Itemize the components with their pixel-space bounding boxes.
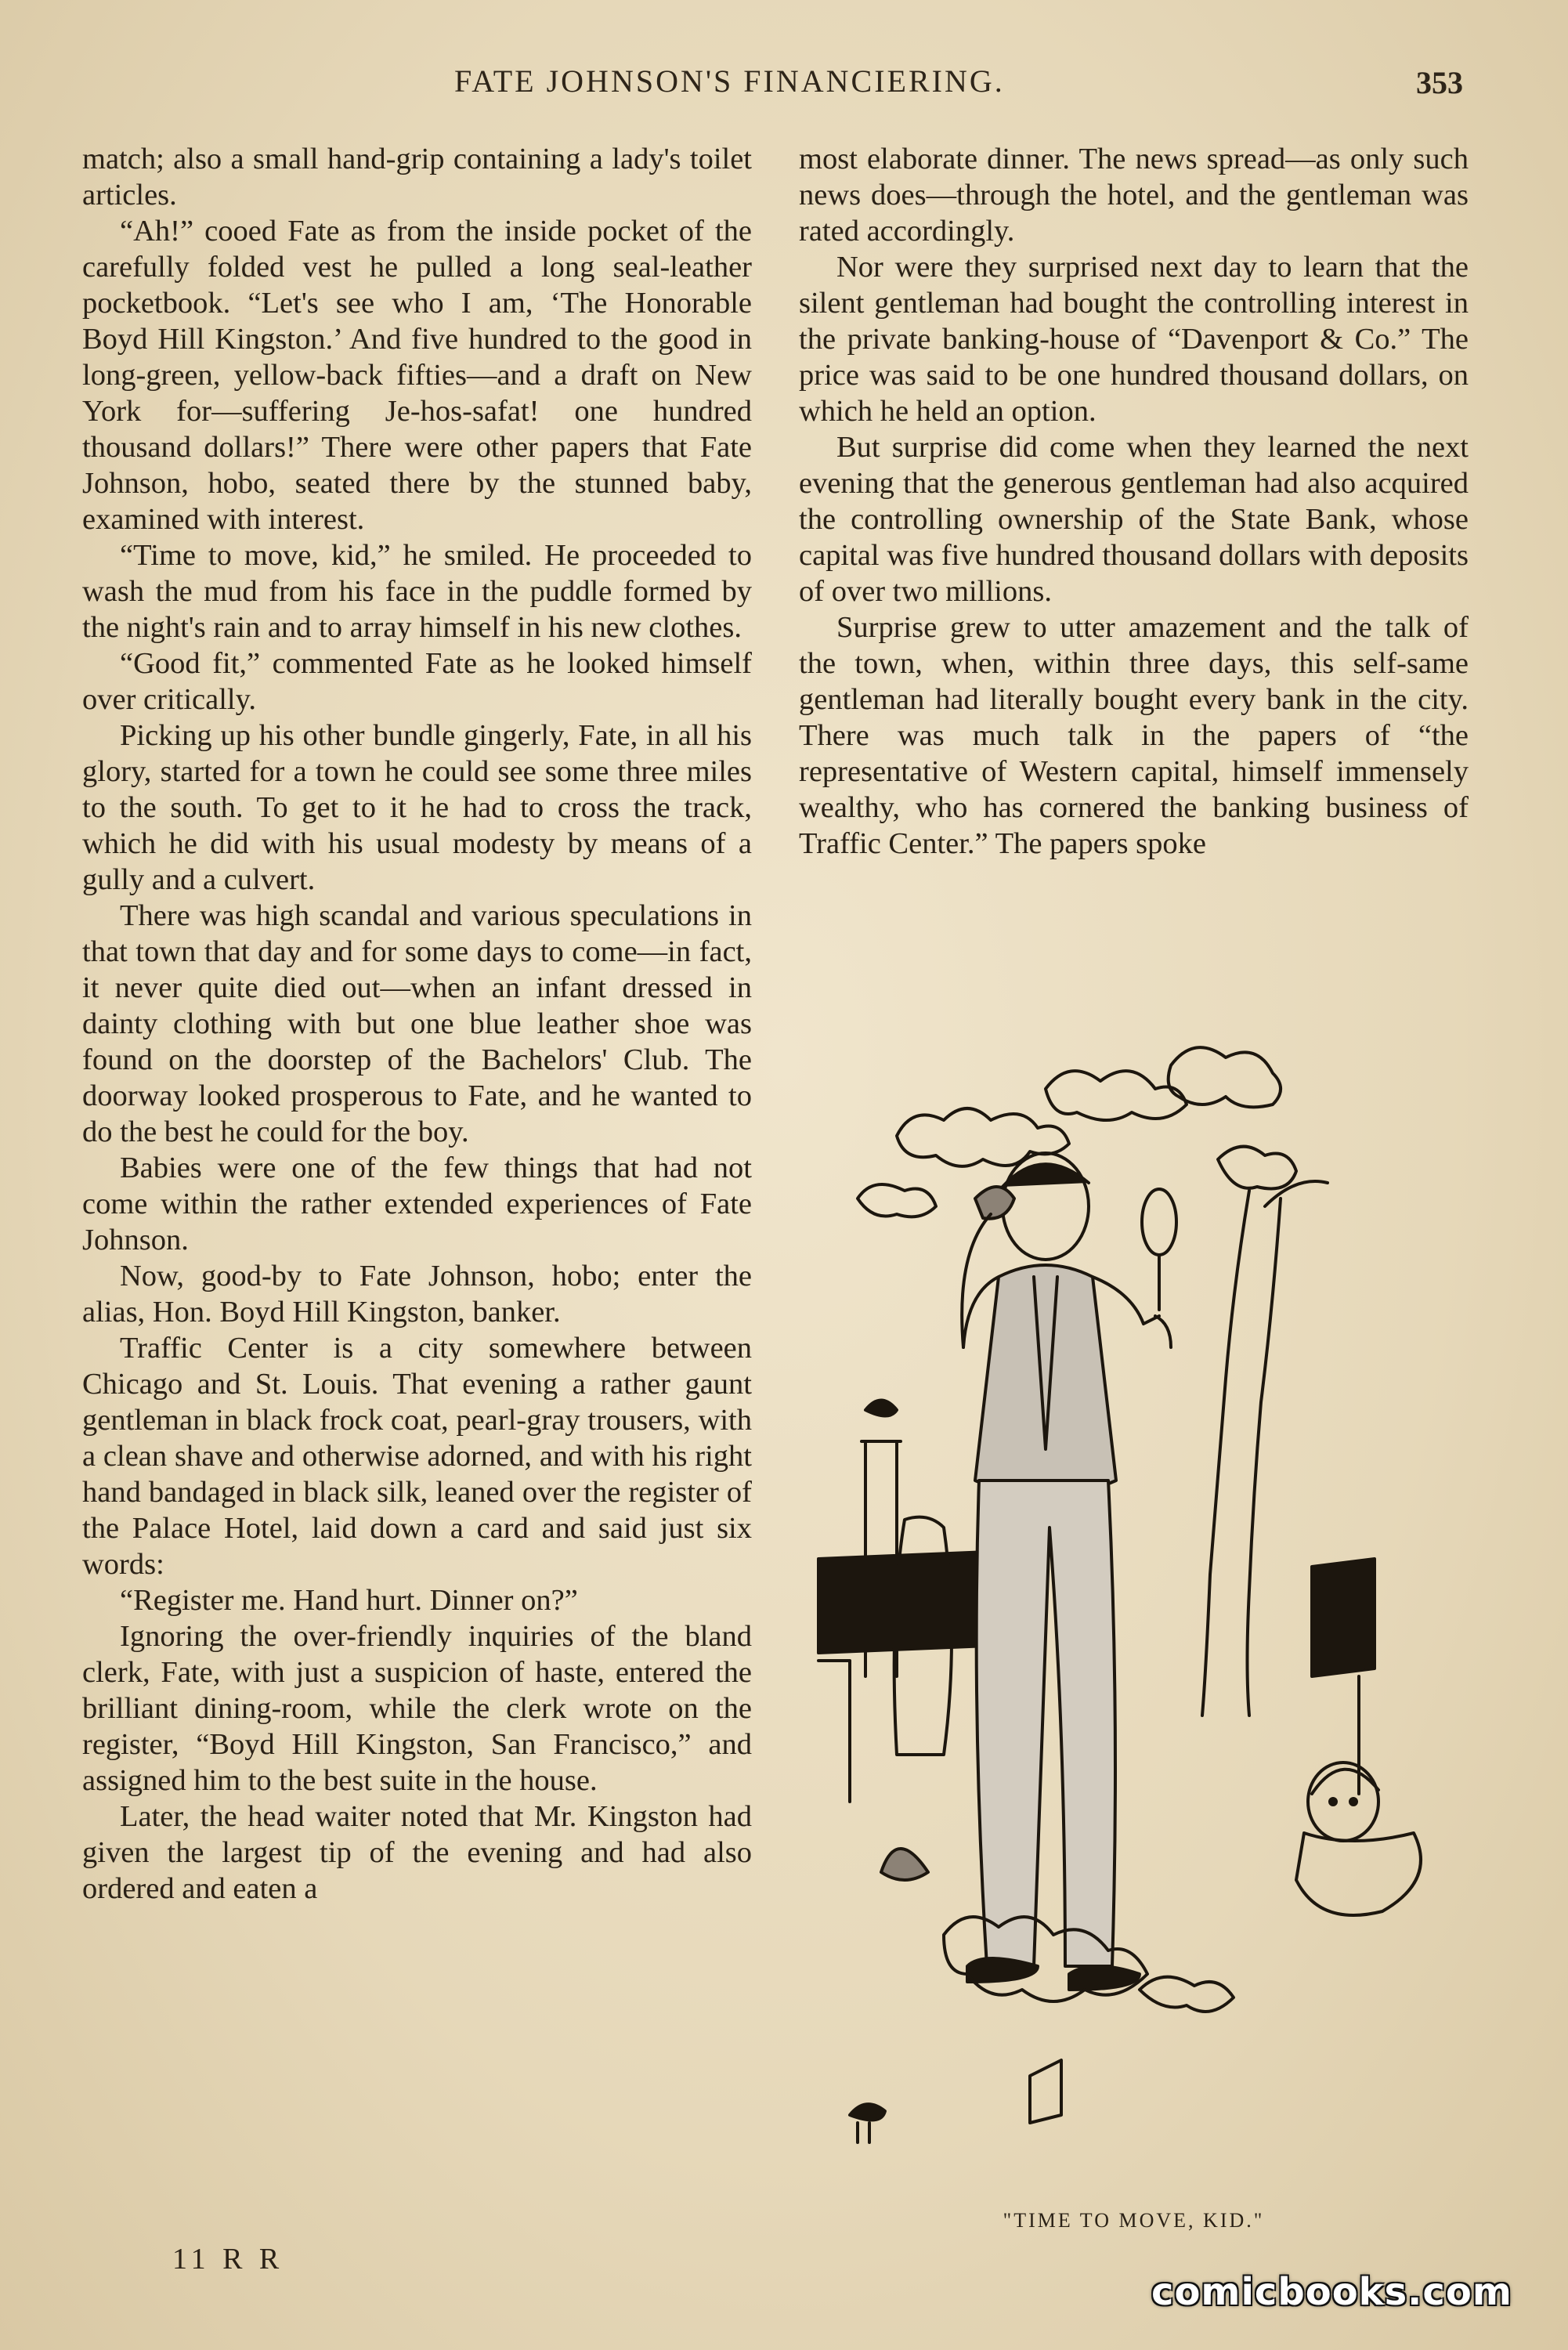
paragraph: But surprise did come when they learned the next evening that the generous gentleman had also acquired the controlling ownership of the State Bank, whose capital was five hundred thousand dollars with deposits of over two millions.: [799, 431, 1469, 608]
left-text-column: [82, 141, 752, 1907]
paragraph: match; also a small hand-grip containing a lady's toilet articles.: [82, 143, 752, 212]
paragraph: Later, the head waiter noted that Mr. Kingston had given the largest tip of the evening and had also ordered and eaten a: [82, 1800, 752, 1905]
paragraph: Babies were one of the few things that had not come within the rather extended experiences of Fate Johnson.: [82, 1152, 752, 1256]
page-number: 353: [1416, 65, 1463, 100]
paragraph: Ignoring the over-friendly inquiries of the bland clerk, Fate, with just a suspicion of haste, entered the brilliant dining-room, while the clerk wrote on the register, “Boyd Hill Kingston, San Francisco,” and assigned him to the best suite in the house.: [82, 1620, 752, 1797]
paragraph: Traffic Center is a city somewhere between Chicago and St. Louis. That evening a rather gaunt gentleman in black frock coat, pearl-gray trousers, with a clean shave and otherwise adorned, and with his right hand bandaged in black silk, leaned over the register of the Palace Hotel, laid down a card and said just six words:: [82, 1332, 752, 1581]
paragraph: “Register me. Hand hurt. Dinner on?”: [120, 1584, 578, 1617]
paragraph: “Ah!” cooed Fate as from the inside pocket of the carefully folded vest he pulled a long seal-leather pocketbook. “Let's see who I am, ‘The Honorable Boyd Hill Kingston.’ And five hundred to the good in long-green, yellow-back fifties—and a draft on New York for—suffering Je-hos-safat! one hundred thousand dollars!” There were other papers that Fate Johnson, hobo, seated there by the stunned baby, examined with interest.: [82, 215, 752, 536]
illustration-man-with-mirror: [811, 1018, 1469, 2162]
illustration-caption: "TIME TO MOVE, KID.": [1003, 2209, 1265, 2232]
paragraph: Now, good-by to Fate Johnson, hobo; enter the alias, Hon. Boyd Hill Kingston, banker.: [82, 1260, 752, 1329]
paragraph: “Time to move, kid,” he smiled. He proceeded to wash the mud from his face in the puddle formed by the night's rain and to array himself in his new clothes.: [82, 539, 752, 644]
paragraph: Picking up his other bundle gingerly, Fate, in all his glory, started for a town he could see some three miles to the south. To get to it he had to cross the track, which he did with his usual modesty by means of a gully and a culvert.: [82, 719, 752, 896]
paragraph: Nor were they surprised next day to learn that the silent gentleman had bought the controlling interest in the private banking-house of “Davenport & Co.” The price was said to be one hundred thousand dollars, on which he held an option.: [799, 251, 1469, 428]
paragraph: most elaborate dinner. The news spread—as only such news does—through the hotel, and the gentleman was rated accordingly.: [799, 143, 1469, 248]
watermark: comicbooks.com: [1151, 2270, 1512, 2314]
paragraph: Surprise grew to utter amazement and the talk of the town, when, within three days, this self-same gentleman had literally bought every bank in the city. There was much talk in the papers of “the representative of Western capital, himself immensely wealthy, who has cornered the banking business of Traffic Center.” The papers spoke: [799, 611, 1469, 860]
right-text-column: [799, 141, 1469, 862]
running-head: FATE JOHNSON'S FINANCIERING.: [454, 63, 1005, 99]
page-header: [0, 63, 1568, 110]
paragraph: There was high scandal and various speculations in that town that day and for some days to come—in fact, it never quite died out—when an infant dressed in dainty clothing with but one blue leather shoe was found on the doorstep of the Bachelors' Club. The doorway looked prosperous to Fate, and he wanted to do the best he could for the boy.: [82, 899, 752, 1148]
signature-mark: 11 R R: [172, 2243, 284, 2276]
paragraph: “Good fit,” commented Fate as he looked himself over critically.: [82, 647, 752, 716]
